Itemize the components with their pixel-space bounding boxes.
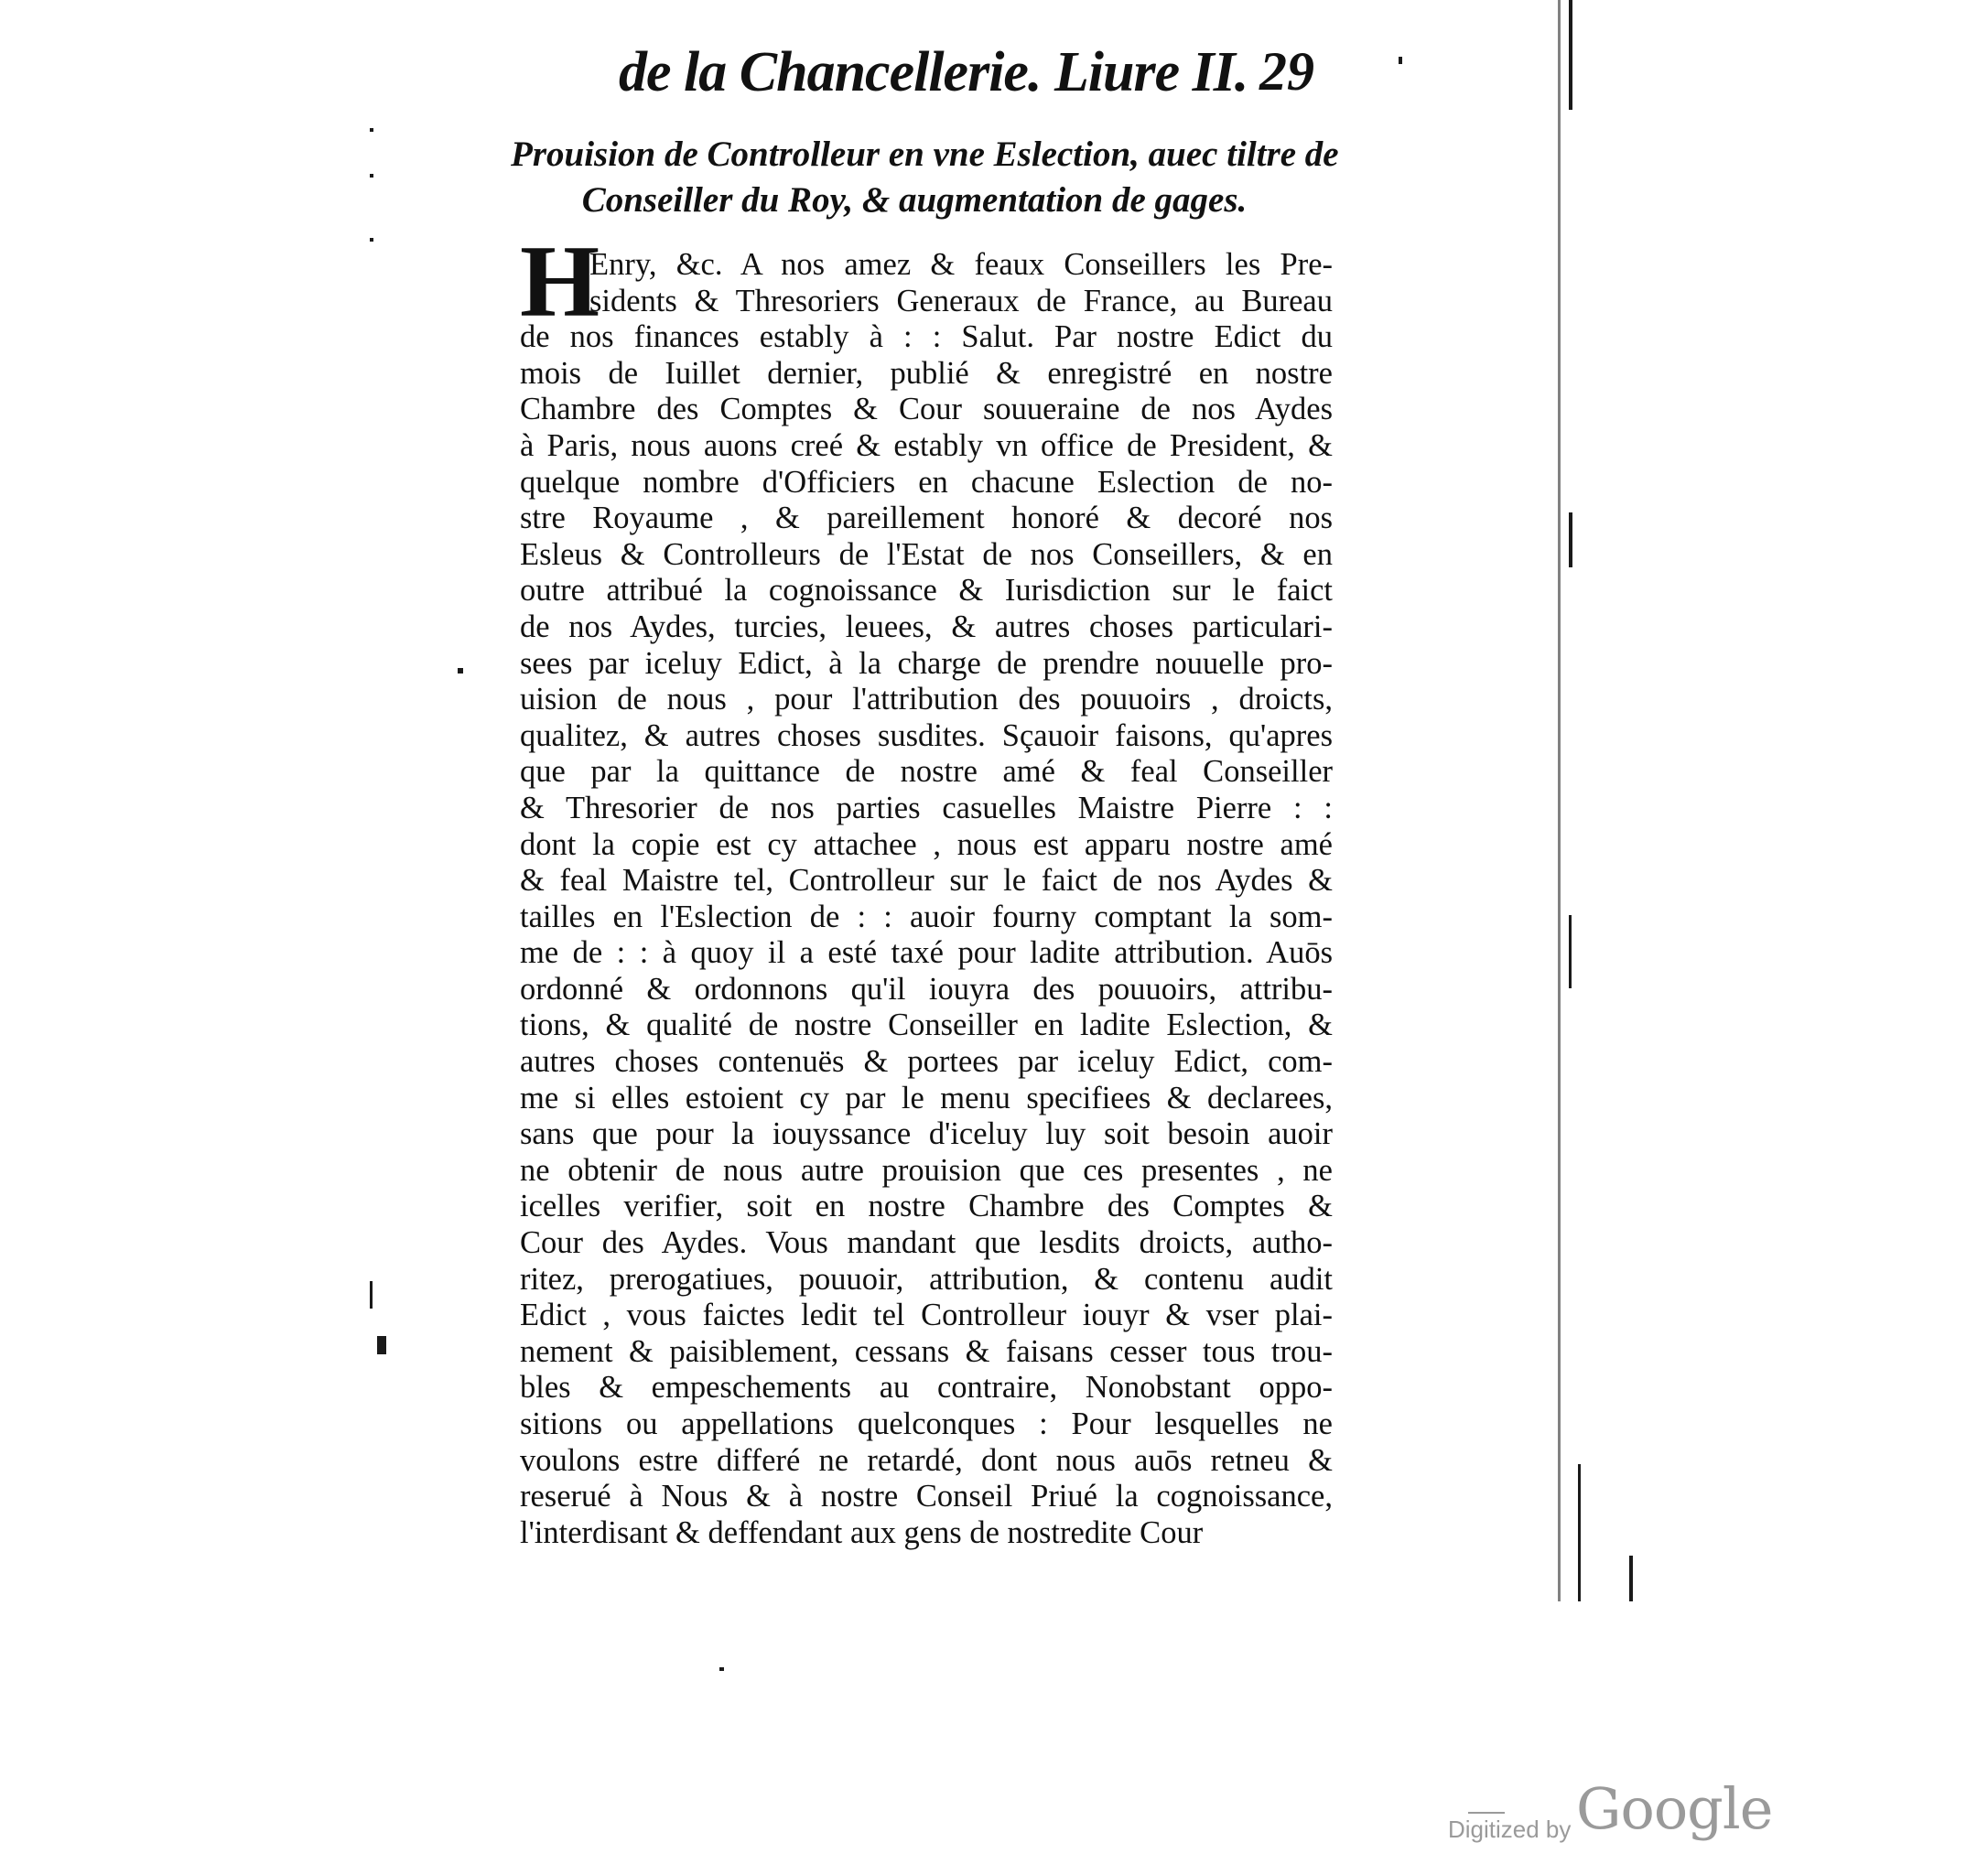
text-line: sees par iceluy Edict, à la charge de prendre nouuelle pro- xyxy=(520,645,1333,681)
gutter-line xyxy=(1558,0,1561,1601)
text-line: icelles verifier, soit en nostre Chambre des Comptes & xyxy=(520,1189,1333,1224)
text-line: autres choses contenuës & portees par iceluy Edict, com- xyxy=(520,1044,1333,1080)
text-line: Edict , vous faictes ledit tel Controlleur iouyr & vser plai- xyxy=(520,1298,1333,1333)
text-line: tailles en l'Eslection de : : auoir fourny comptant la som- xyxy=(520,899,1333,934)
scan-speck xyxy=(370,128,373,132)
section-heading-line-2: Conseiller du Roy, & augmentation de gages. xyxy=(581,180,1248,220)
drop-cap: H xyxy=(520,225,600,339)
text-line: & feal Maistre tel, Controlleur sur le faict de nos Aydes & xyxy=(520,863,1333,899)
text-line: dont la copie est cy attachee , nous est apparu nostre amé xyxy=(520,826,1333,862)
text-line: Enry, &c. A nos amez & feaux Conseillers les Pre- xyxy=(589,247,1333,282)
scan-speck xyxy=(370,238,373,242)
scan-speck xyxy=(458,668,463,673)
text-line: Chambre des Comptes & Cour souueraine de nos Aydes xyxy=(520,392,1333,427)
text-line: & Thresorier de nos parties casuelles Maistre Pierre : : xyxy=(520,790,1333,825)
scan-gutter xyxy=(1550,0,1633,1611)
text-line: qualitez, & autres choses susdites. Sçauoir faisons, qu'apres xyxy=(520,717,1333,753)
text-line: tions, & qualité de nostre Conseiller en ladite Eslection, & xyxy=(520,1008,1333,1043)
text-line: que par la quittance de nostre amé & feal Conseiller xyxy=(520,754,1333,790)
text-line: reserué à Nous & à nostre Conseil Priué la cognoissance, xyxy=(520,1479,1333,1514)
text-line: me si elles estoient cy par le menu specifiees & declarees, xyxy=(520,1080,1333,1115)
text-line: sidents & Thresoriers Generaux de France, au Bureau xyxy=(589,283,1333,318)
google-logo: Google xyxy=(1576,1775,1773,1842)
text-line: l'interdisant & deffendant aux gens de nostredite Cour xyxy=(520,1514,1204,1550)
text-line: quelque nombre d'Officiers en chacune Eslection de no- xyxy=(520,464,1333,500)
gutter-line xyxy=(1569,915,1572,988)
page-number: 29 xyxy=(1259,41,1314,102)
gutter-line xyxy=(1569,0,1572,110)
text-line: ordonné & ordonnons qu'il iouyra des pouuoirs, attribu- xyxy=(520,971,1333,1007)
text-line: Esleus & Controlleurs de l'Estat de nos Conseillers, & en xyxy=(520,536,1333,572)
digitization-watermark xyxy=(1448,1775,1832,1848)
text-line: mois de Iuillet dernier, publié & enregistré en nostre xyxy=(520,355,1333,391)
gutter-line xyxy=(1629,1556,1633,1601)
scan-speck xyxy=(370,1281,373,1309)
body-text xyxy=(520,225,1333,1551)
text-line: nement & paisiblement, cessans & faisans cesser tous trou- xyxy=(520,1333,1333,1369)
text-line: de nos finances estably à : : Salut. Par nostre Edict du xyxy=(520,319,1333,355)
gutter-line xyxy=(1569,512,1572,567)
text-line: de nos Aydes, turcies, leuees, & autres choses particulari- xyxy=(520,609,1333,644)
text-line: sans que pour la iouyssance d'iceluy luy soit besoin auoir xyxy=(520,1116,1333,1152)
text-line: à Paris, nous auons creé & estably vn office de President, & xyxy=(520,427,1333,463)
text-line: Cour des Aydes. Vous mandant que lesdits droicts, autho- xyxy=(520,1225,1333,1261)
text-line: bles & empeschements au contraire, Nonobstant oppo- xyxy=(520,1370,1333,1406)
watermark-rule xyxy=(1468,1812,1505,1814)
digitized-label: Digitized by xyxy=(1448,1816,1572,1843)
text-line: sitions ou appellations quelconques : Pour lesquelles ne xyxy=(520,1406,1333,1441)
text-line: voulons estre differé ne retardé, dont nous auōs retneu & xyxy=(520,1442,1333,1478)
gutter-line xyxy=(1578,1464,1581,1601)
text-line: uision de nous , pour l'attribution des pouuoirs , droicts, xyxy=(520,682,1333,717)
section-heading-line-1: Prouision de Controlleur en vne Eslection, auec tiltre de xyxy=(511,135,1339,174)
running-title: de la Chancellerie. Liure II. xyxy=(619,41,1248,103)
running-head xyxy=(619,31,1314,108)
text-line: outre attribué la cognoissance & Iurisdiction sur le faict xyxy=(520,573,1333,609)
text-line: ritez, prerogatiues, pouuoir, attribution, & contenu audit xyxy=(520,1261,1333,1297)
text-line: ne obtenir de nous autre prouision que ces presentes , ne xyxy=(520,1152,1333,1188)
scan-speck xyxy=(719,1667,724,1671)
scan-speck xyxy=(377,1336,386,1354)
text-line: stre Royaume , & pareillement honoré & decoré nos xyxy=(520,501,1333,536)
scan-speck xyxy=(370,174,373,178)
scan-speck xyxy=(1399,57,1402,64)
text-line: me de : : à quoy il a esté taxé pour ladite attribution. Auōs xyxy=(520,935,1333,971)
section-heading xyxy=(511,132,1339,223)
